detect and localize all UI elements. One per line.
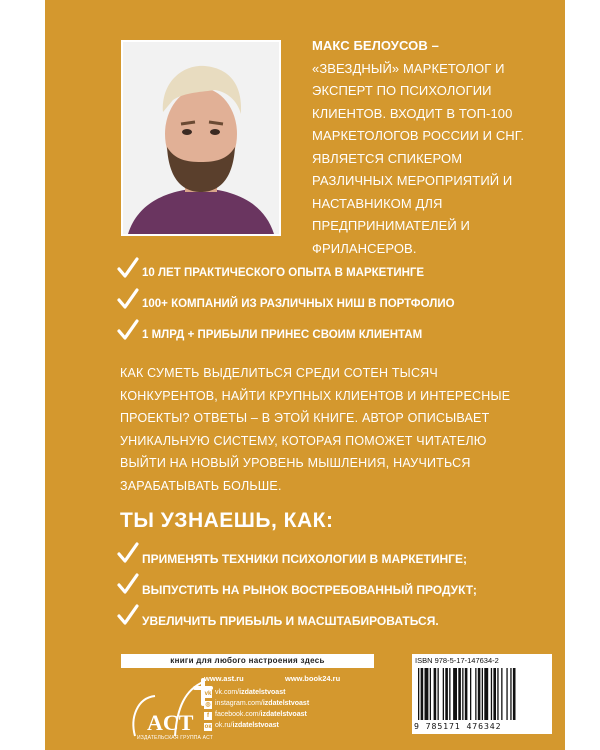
publisher-caption: ИЗДАТЕЛЬСКАЯ ГРУППА АСТ	[137, 735, 213, 741]
checkmark-icon	[117, 604, 139, 626]
barcode-bar	[482, 668, 483, 720]
barcode-bar	[510, 668, 511, 720]
description-line: ВЫЙТИ НА НОВЫЙ УРОВЕНЬ МЫШЛЕНИЯ, НАУЧИТЬСЯ	[120, 456, 471, 470]
checkmark-icon	[117, 319, 139, 341]
learn-heading: ТЫ УЗНАЕШЬ, КАК:	[120, 509, 334, 532]
learn-item: ВЫПУСТИТЬ НА РЫНОК ВОСТРЕБОВАННЫЙ ПРОДУКТ;	[142, 583, 477, 597]
checkmark-icon	[117, 573, 139, 595]
facebook-icon: f	[204, 712, 212, 720]
learn-item: УВЕЛИЧИТЬ ПРИБЫЛЬ И МАСШТАБИРОВАТЬСЯ.	[142, 614, 439, 628]
barcode-bar	[421, 668, 424, 720]
bio-line: ЭКСПЕРТ ПО ПСИХОЛОГИИ	[312, 83, 492, 98]
bio-line: РАЗЛИЧНЫХ МЕРОПРИЯТИЙ И	[312, 173, 513, 188]
isbn-number: ISBN 978-5-17-147634-2	[415, 656, 499, 665]
book-description	[120, 362, 560, 497]
barcode-bar	[493, 668, 496, 720]
barcode-bar	[506, 668, 507, 720]
barcode-bar	[430, 668, 431, 720]
bio-line: КЛИЕНТОВ. ВХОДИТ В ТОП-100	[312, 105, 513, 121]
author-bio	[312, 35, 547, 260]
barcode-bar	[462, 668, 463, 720]
barcode-bar	[453, 668, 457, 720]
description-line: ПРОЕКТЫ? ОТВЕТЫ – В ЭТОЙ КНИГЕ. АВТОР ОПИСЫВАЕТ	[120, 411, 490, 425]
checkmark-icon	[117, 542, 139, 564]
back-cover	[45, 0, 565, 750]
barcode	[416, 668, 548, 720]
social-facebook-link[interactable]: f facebook.com/izdatelstvoast	[204, 710, 307, 720]
author-photo	[121, 40, 281, 236]
description-line: КАК СУМЕТЬ ВЫДЕЛИТЬСЯ СРЕДИ СОТЕН ТЫСЯЧ	[120, 366, 438, 380]
social-vk-link[interactable]: vk vk.com/izdatelstvoast	[204, 689, 286, 697]
barcode-bar	[418, 668, 419, 720]
ok-icon: ок	[204, 724, 212, 730]
bio-line: ПРЕДПРИНИМАТЕЛЕЙ И	[312, 218, 470, 233]
description-line: ЗАРАБАТЫВАТЬ БОЛЬШЕ.	[120, 478, 282, 493]
barcode-bar	[425, 668, 429, 720]
barcode-bar	[434, 668, 437, 720]
fact-item: 100+ КОМПАНИЙ ИЗ РАЗЛИЧНЫХ НИШ В ПОРТФОЛИО	[142, 298, 455, 310]
learn-item: ПРИМЕНЯТЬ ТЕХНИКИ ПСИХОЛОГИИ В МАРКЕТИНГЕ;	[142, 552, 467, 566]
logo-text: ACT	[147, 710, 194, 735]
barcode-bar	[491, 668, 492, 720]
book24-link[interactable]: www.book24.ru	[285, 674, 341, 683]
checkmark-icon	[117, 257, 139, 279]
author-name: МАКС БЕЛОУСОВ –	[312, 38, 439, 53]
bio-line: НАСТАВНИКОМ ДЛЯ	[312, 195, 443, 211]
barcode-number: 9 785171 476342	[414, 721, 502, 731]
fact-item: 10 ЛЕТ ПРАКТИЧЕСКОГО ОПЫТА В МАРКЕТИНГЕ	[142, 267, 425, 279]
description-line: КОНКУРЕНТОВ, НАЙТИ КРУПНЫХ КЛИЕНТОВ И ИНТЕРЕСНЫЕ	[120, 388, 511, 403]
description-line: УНИКАЛЬНУЮ СИСТЕМУ, КОТОРАЯ ПОМОЖЕТ ЧИТАТЕЛЮ	[120, 433, 487, 448]
bio-line: МАРКЕТОЛОГОВ РОССИИ И СНГ.	[312, 128, 525, 143]
bio-line: ФРИЛАНСЕРОВ.	[312, 240, 417, 256]
barcode-bar	[445, 668, 448, 720]
barcode-bar	[465, 668, 468, 720]
barcode-bar	[458, 668, 461, 720]
barcode-bar	[470, 668, 471, 720]
tagline-banner: книги для любого настроения здесь	[121, 654, 374, 668]
barcode-bar	[484, 668, 488, 720]
checkmark-icon	[117, 288, 139, 310]
barcode-bar	[478, 668, 481, 720]
barcode-bar	[501, 668, 502, 720]
barcode-bar	[497, 668, 498, 720]
instagram-icon: ◎	[205, 702, 211, 708]
barcode-bar	[449, 668, 450, 720]
barcode-bar	[443, 668, 444, 720]
ast-link[interactable]: www.ast.ru	[204, 674, 244, 683]
fact-item: 1 МЛРД + ПРИБЫЛИ ПРИНЕС СВОИМ КЛИЕНТАМ	[142, 329, 423, 341]
isbn-barcode-box	[412, 654, 552, 734]
barcode-bar	[438, 668, 439, 720]
social-instagram-link[interactable]: ◎ instagram.com/izdatelstvoast	[205, 700, 310, 708]
vk-icon: vk	[204, 691, 212, 697]
bio-line: «ЗВЕЗДНЫЙ» МАРКЕТОЛОГ И	[312, 60, 505, 76]
social-ok-link[interactable]: ок ok.ru/izdatelstvoast	[204, 722, 279, 730]
bio-line: ЯВЛЯЕТСЯ СПИКЕРОМ	[312, 150, 463, 166]
barcode-bar	[475, 668, 476, 720]
barcode-bar	[513, 668, 516, 720]
